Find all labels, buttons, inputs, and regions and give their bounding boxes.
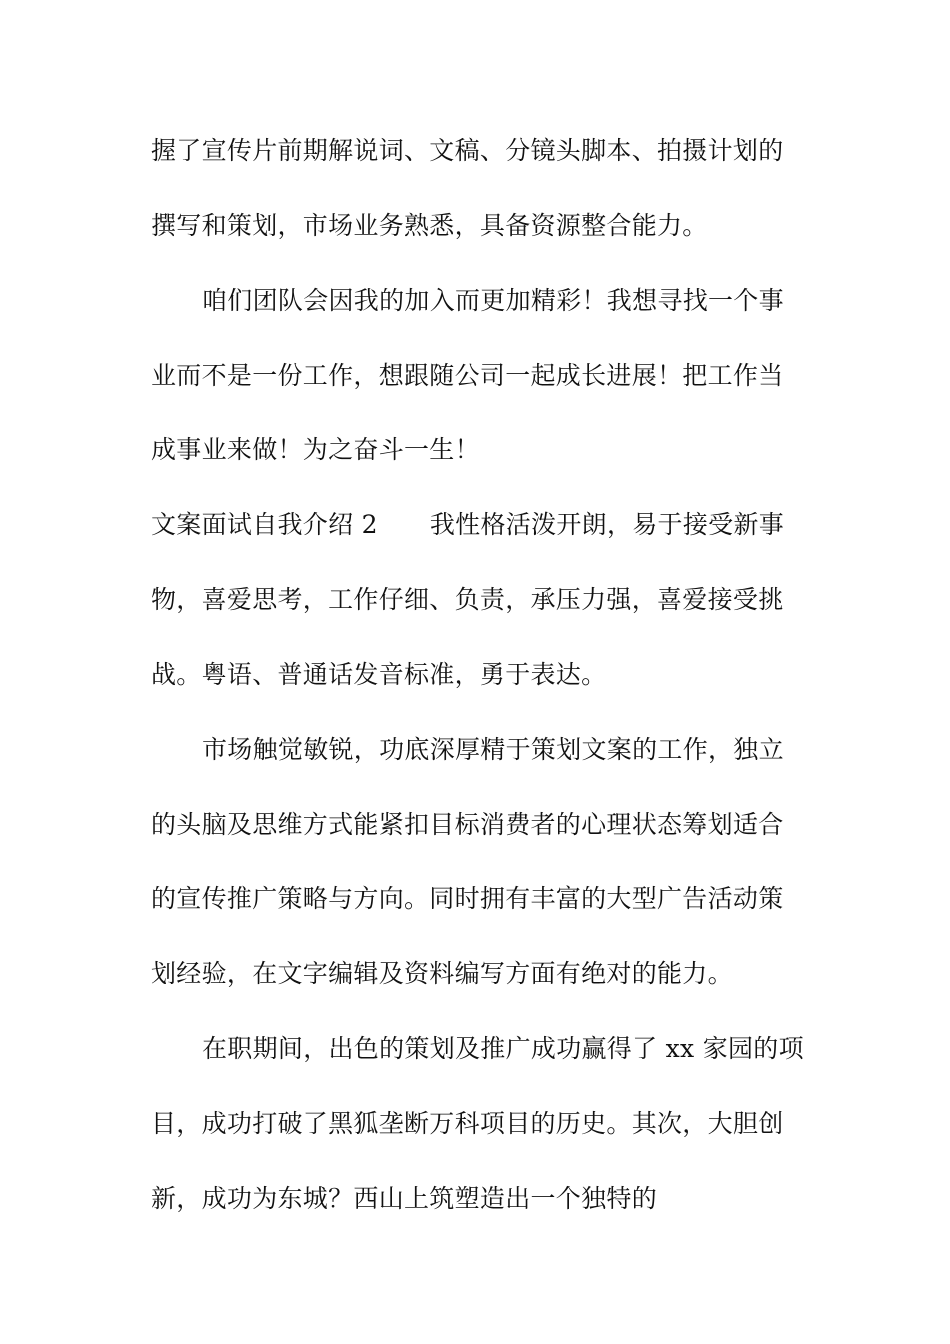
- text-line: 握了宣传片前期解说词、文稿、分镜头脚本、拍摄计划的: [151, 136, 784, 165]
- section-first-text: 我性格活泼开朗，易于接受新事: [429, 510, 785, 539]
- paragraph-first-line: 在职期间，出色的策划及推广成功赢得了 xx 家园的项: [202, 1034, 804, 1063]
- paragraph-first-line: 市场触觉敏锐，功底深厚精于策划文案的工作，独立: [202, 735, 784, 764]
- text-line: 新，成功为东城？西山上筑塑造出一个独特的: [151, 1184, 658, 1213]
- text-line: 成事业来做！为之奋斗一生！: [151, 435, 480, 464]
- text-line: 的宣传推广策略与方向。同时拥有丰富的大型广告活动策: [151, 884, 784, 913]
- text-line: 的头脑及思维方式能紧扣目标消费者的心理状态筹划适合: [151, 810, 784, 839]
- paragraph-first-line: 咱们团队会因我的加入而更加精彩！我想寻找一个事: [202, 286, 784, 315]
- section-heading-line: [151, 505, 811, 545]
- text-line: 业而不是一份工作，想跟随公司一起成长进展！把工作当: [151, 361, 784, 390]
- text-line: 划经验，在文字编辑及资料编写方面有绝对的能力。: [151, 959, 733, 988]
- text-line: 物，喜爱思考，工作仔细、负责，承压力强，喜爱接受挑: [151, 585, 784, 614]
- text-line: 战。粤语、普通话发音标准，勇于表达。: [151, 660, 607, 689]
- text-line: 撰写和策划，市场业务熟悉，具备资源整合能力。: [151, 211, 708, 240]
- text-line: 目，成功打破了黑狐垄断万科项目的历史。其次，大胆创: [151, 1109, 784, 1138]
- section-title: 文案面试自我介绍 2: [151, 510, 378, 539]
